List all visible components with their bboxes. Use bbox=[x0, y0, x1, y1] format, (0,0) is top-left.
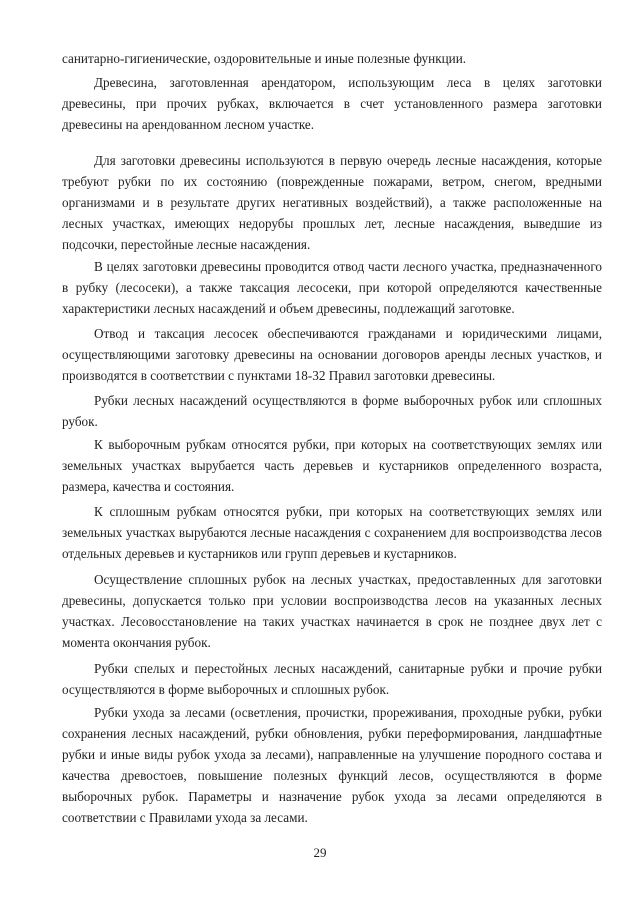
paragraph-priority-stands: Для заготовки древесины используются в первую очередь лесные насаждения, которые требуют рубки по их состоянию (поврежденные пожарами, ветром, снегом, вредными организмами и в результате других негативных воздействий), а также расположенные на лесных участках, имеющих недорубы прошлых лет, лесные насаждения, выведшие из подсочки, перестойные лесные насаждения. bbox=[62, 153, 602, 252]
paragraph-allotment: В целях заготовки древесины проводится отвод части лесного участка, предназначенного в рубку (лесосеки), а также таксация лесосеки, при которой определяются качественные характеристики лесных насаждений и объем древесины, подлежащий заготовке. bbox=[62, 259, 602, 316]
paragraph-mature-stands: Рубки спелых и перестойных лесных насаждений, санитарные рубки и прочие рубки осуществляются в форме выборочных и сплошных рубок. bbox=[62, 661, 602, 697]
page-number: 29 bbox=[313, 845, 327, 860]
paragraph-clear-felling: К сплошным рубкам относятся рубки, при которых на соответствующих землях или земельных участках вырубаются лесные насаждения с сохранением для воспроизводства лесов отдельных деревьев и кустарников или групп деревьев и кустарников. bbox=[62, 504, 602, 561]
paragraph-selective-felling: К выборочным рубкам относятся рубки, при которых на соответствующих землях или земельных участках вырубается часть деревьев и кустарников определенного возраста, размера, качества и состояния. bbox=[62, 437, 602, 494]
paragraph-taxation: Отвод и таксация лесосек обеспечиваются гражданами и юридическими лицами, осуществляющими заготовку древесины на основании договоров аренды лесных участков, и производятся в соответствии с пунктами 18-32 Правил заготовки древесины. bbox=[62, 326, 602, 383]
paragraph-reforestation: Осуществление сплошных рубок на лесных участках, предоставленных для заготовки древесины, допускается только при условии воспроизводства лесов на указанных лесных участках. Лесовосстановление на таких участках начинается в срок не позднее двух лет с момента окончания рубок. bbox=[62, 572, 602, 650]
paragraph-felling-forms: Рубки лесных насаждений осуществляются в форме выборочных рубок или сплошных рубок. bbox=[62, 393, 602, 429]
paragraph-continuation: санитарно-гигиенические, оздоровительные и иные полезные функции. bbox=[62, 51, 467, 66]
paragraph-harvested-wood: Древесина, заготовленная арендатором, использующим леса в целях заготовки древесины, при прочих рубках, включается в счет установленного размера заготовки древесины на арендованном лесном участке. bbox=[62, 75, 602, 132]
paragraph-thinning: Рубки ухода за лесами (осветления, прочистки, прореживания, проходные рубки, рубки сохранения лесных насаждений, рубки обновления, рубки переформирования, ландшафтные рубки и иные виды рубок ухода за лесами), направленные на улучшение породного состава и качества древостоев, повышение полезных функций лесов, осуществляются в форме выборочных рубок. Параметры и назначение рубок ухода за лесами определяются в соответствии с Правилами ухода за лесами. bbox=[62, 705, 602, 825]
